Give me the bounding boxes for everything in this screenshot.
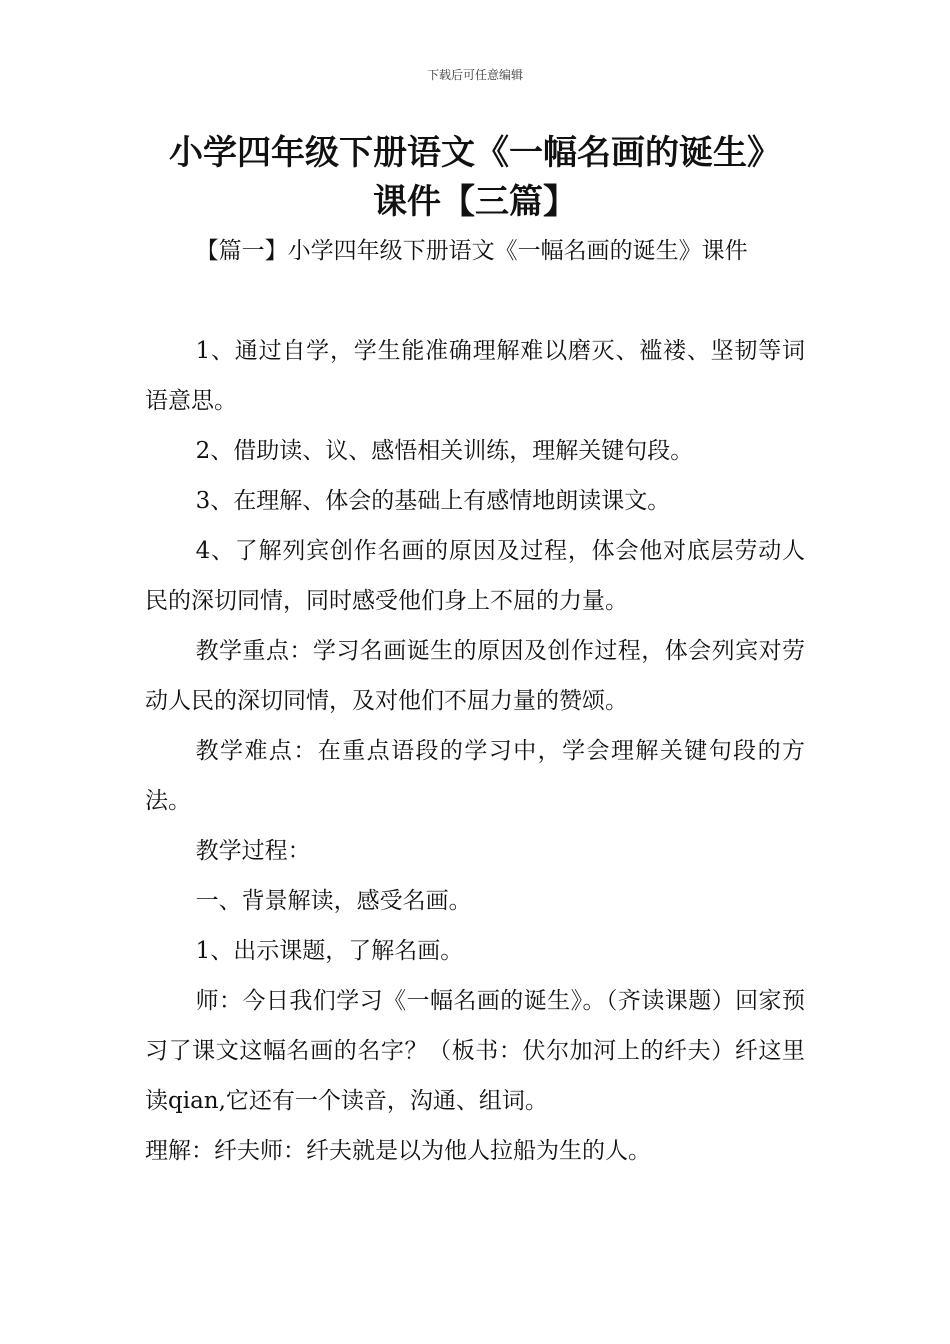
paragraph-teacher-dialogue: 师：今日我们学习《一幅名画的诞生》。（齐读课题）回家预习了课文这幅名画的名字？（板书：伏尔加河上的纤夫）纤这里读qian,它还有一个读音，沟通、组词。 bbox=[145, 988, 805, 1114]
paragraph-key-points: 教学重点：学习名画诞生的原因及创作过程，体会列宾对劳动人民的深切同情，及对他们不屈力量的赞颂。 bbox=[145, 638, 805, 714]
paragraph-blank bbox=[145, 276, 805, 326]
document-title-line-1: 小学四年级下册语文《一幅名画的诞生》 bbox=[169, 133, 781, 173]
document-body bbox=[145, 226, 805, 1176]
document-title-line-2: 课件【三篇】 bbox=[373, 182, 577, 222]
paragraph-section-heading: 【篇一】小学四年级下册语文《一幅名画的诞生》课件 bbox=[195, 238, 748, 264]
header-note: 下载后可任意编辑 bbox=[426, 68, 523, 82]
paragraph-objective-3: 3、在理解、体会的基础上有感情地朗读课文。 bbox=[195, 488, 671, 514]
paragraph-step-1-heading: 一、背景解读，感受名画。 bbox=[195, 888, 472, 914]
paragraph-step-1-1: 1、出示课题，了解名画。 bbox=[195, 938, 464, 964]
paragraph-objective-4: 4、了解列宾创作名画的原因及过程，体会他对底层劳动人民的深切同情，同时感受他们身上不屈的力量。 bbox=[145, 538, 805, 614]
paragraph-process-heading: 教学过程： bbox=[195, 838, 311, 864]
paragraph-objective-1: 1、通过自学，学生能准确理解难以磨灭、褴褛、坚韧等词语意思。 bbox=[145, 338, 805, 414]
paragraph-objective-2: 2、借助读、议、感悟相关训练，理解关键句段。 bbox=[195, 438, 694, 464]
paragraph-difficult-points: 教学难点：在重点语段的学习中，学会理解关键句段的方法。 bbox=[145, 738, 805, 814]
paragraph-understanding: 理解：纤夫师：纤夫就是以为他人拉船为生的人。 bbox=[145, 1138, 651, 1164]
